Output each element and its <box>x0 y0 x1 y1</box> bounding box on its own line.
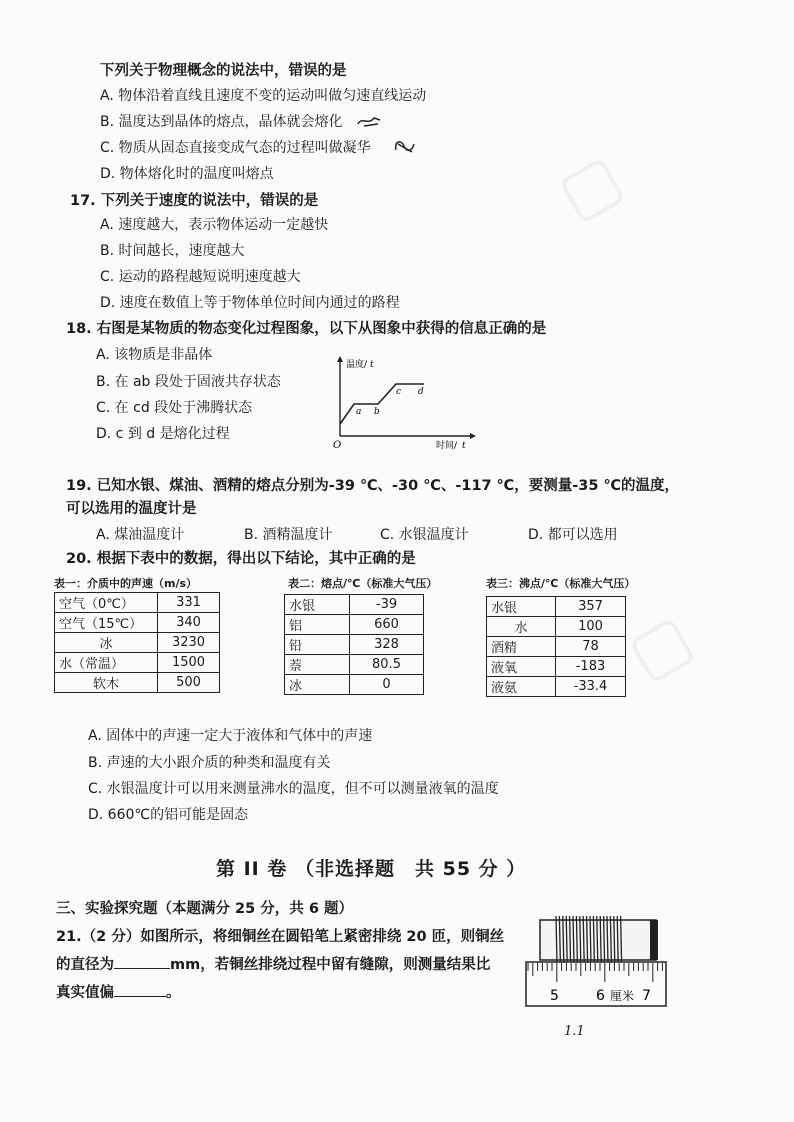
y-axis-label: 温度/ <box>346 360 368 370</box>
q18-option-c: C. 在 cd 段处于沸腾状态 <box>96 400 253 416</box>
table-row <box>285 595 424 615</box>
temperature-time-graph <box>320 354 480 450</box>
y-axis-variable: t <box>370 360 374 370</box>
y-axis-arrow <box>337 356 343 362</box>
table-cell: 500 <box>158 673 220 693</box>
table-row <box>55 673 220 693</box>
table-cell: 水（常温） <box>55 653 158 673</box>
table-row <box>487 677 626 697</box>
table-cell: 铝 <box>285 615 350 635</box>
table-cell: 液氨 <box>487 677 556 697</box>
table-row <box>285 615 424 635</box>
q21-line3-suffix: 。 <box>166 985 181 1001</box>
table-row <box>285 675 424 695</box>
ruler-label-6: 6 <box>596 988 605 1004</box>
point-a-label: a <box>356 407 362 417</box>
table-cell: 酒精 <box>487 637 556 657</box>
table-row <box>487 637 626 657</box>
q16-option-d: D. 物体熔化时的温度叫熔点 <box>100 166 274 182</box>
watermark-shape: ▢ <box>615 599 705 695</box>
table-row <box>487 657 626 677</box>
q21-line3-prefix: 真实值偏 <box>56 985 114 1001</box>
table-cell: 0 <box>350 675 424 695</box>
part2-title: 第 II 卷 （非选择题 共 55 分 ） <box>216 858 527 880</box>
table2-caption: 表二：熔点/℃（标准大气压） <box>288 577 438 590</box>
table-cell: 3230 <box>158 633 220 653</box>
ruler-label-5: 5 <box>550 988 559 1004</box>
q19-option-c: C. 水银温度计 <box>380 527 469 543</box>
table-cell: 水银 <box>487 597 556 617</box>
handwritten-scribble-b <box>356 112 382 130</box>
table-cell: 357 <box>556 597 626 617</box>
table-row <box>55 613 220 633</box>
table-cell: 1500 <box>158 653 220 673</box>
table-row <box>285 655 424 675</box>
table-row <box>55 593 220 613</box>
q16-option-b: B. 温度达到晶体的熔点，晶体就会熔化 <box>100 114 343 130</box>
q21-line2-prefix: 的直径为 <box>56 957 114 973</box>
table-cell: 水银 <box>285 595 350 615</box>
q19-option-a: A. 煤油温度计 <box>96 527 185 543</box>
table-cell: 铅 <box>285 635 350 655</box>
table2-melting-point <box>284 594 424 695</box>
q20-stem: 20. 根据下表中的数据，得出以下结论，其中正确的是 <box>66 551 416 567</box>
table-cell: 空气（15℃） <box>55 613 158 633</box>
table-row <box>55 653 220 673</box>
table-cell: 空气（0℃） <box>55 593 158 613</box>
q18-option-a: A. 该物质是非晶体 <box>96 347 213 363</box>
table-cell: 80.5 <box>350 655 424 675</box>
q18-stem: 18. 右图是某物质的物态变化过程图象，以下从图象中获得的信息正确的是 <box>66 321 547 337</box>
table-cell: 冰 <box>285 675 350 695</box>
footer-mark: 1.1 <box>564 1024 585 1039</box>
point-d-label: d <box>418 387 424 397</box>
point-c-label: c <box>396 387 402 397</box>
table-cell: 660 <box>350 615 424 635</box>
table3-caption: 表三：沸点/℃（标准大气压） <box>486 577 636 590</box>
x-axis-variable: t <box>462 441 466 450</box>
q18-option-d: D. c 到 d 是熔化过程 <box>96 426 230 442</box>
q21-line1: 21.（2 分）如图所示，将细铜丝在圆铅笔上紧密排绕 20 匝，则铜丝 <box>56 929 505 945</box>
q16-option-c: C. 物质从固态直接变成气态的过程叫做凝华 <box>100 140 371 156</box>
section3-heading: 三、实验探究题（本题满分 25 分，共 6 题） <box>56 901 353 917</box>
q21-answer-blank-error[interactable] <box>114 996 166 997</box>
q20-option-b: B. 声速的大小跟介质的种类和温度有关 <box>88 755 331 771</box>
table-cell: 萘 <box>285 655 350 675</box>
q16-option-a: A. 物体沿着直线且速度不变的运动叫做匀速直线运动 <box>100 88 427 104</box>
q16-stem: 下列关于物理概念的说法中，错误的是 <box>100 63 347 79</box>
q20-option-a: A. 固体中的声速一定大于液体和气体中的声速 <box>88 728 373 744</box>
handwritten-scribble-c <box>392 136 418 156</box>
q19-line1: 19. 已知水银、煤油、酒精的熔点分别为-39 ℃、-30 ℃、-117 ℃，要测量-35 ℃的温度， <box>66 478 680 494</box>
q17-option-c: C. 运动的路程越短说明速度越大 <box>100 269 301 285</box>
ruler-unit-label: 厘米 <box>610 989 635 1003</box>
table-cell: 328 <box>350 635 424 655</box>
point-b-label: b <box>374 407 380 417</box>
q17-option-b: B. 时间越长，速度越大 <box>100 243 245 259</box>
table-row <box>487 617 626 637</box>
graph-curve <box>340 384 424 424</box>
q17-option-d: D. 速度在数值上等于物体单位时间内通过的路程 <box>100 295 400 311</box>
table-cell: 液氧 <box>487 657 556 677</box>
table-cell: -33.4 <box>556 677 626 697</box>
table-cell: 冰 <box>55 633 158 653</box>
table-row <box>285 635 424 655</box>
ruler-label-7: 7 <box>642 988 651 1004</box>
pencil-end <box>650 920 658 960</box>
x-axis-label: 时间/ <box>436 441 458 450</box>
q20-option-d: D. 660℃的铝可能是固态 <box>88 807 249 823</box>
q21-line2 <box>56 956 490 974</box>
table-row <box>487 597 626 617</box>
q20-option-c: C. 水银温度计可以用来测量沸水的温度，但不可以测量液氧的温度 <box>88 781 499 797</box>
q19-option-b: B. 酒精温度计 <box>244 527 333 543</box>
table-cell: 340 <box>158 613 220 633</box>
ruler-coil-figure <box>522 906 672 1010</box>
q21-line2-suffix: mm，若铜丝排绕过程中留有缝隙，则测量结果比 <box>170 957 491 973</box>
q17-stem: 17. 下列关于速度的说法中，错误的是 <box>70 193 319 209</box>
q18-option-b: B. 在 ab 段处于固液共存状态 <box>96 374 281 390</box>
q21-line3 <box>56 984 181 1002</box>
table-cell: 331 <box>158 593 220 613</box>
table-cell: 100 <box>556 617 626 637</box>
table-cell: -183 <box>556 657 626 677</box>
table3-boiling-point <box>486 596 626 697</box>
watermark-shape: ▢ <box>545 139 635 235</box>
origin-label: O <box>333 440 342 450</box>
table1-sound-speed <box>54 592 220 693</box>
table-cell: 软木 <box>55 673 158 693</box>
q21-answer-blank-diameter[interactable] <box>114 968 170 969</box>
q19-line2: 可以选用的温度计是 <box>66 501 197 517</box>
table-cell: -39 <box>350 595 424 615</box>
x-axis-arrow <box>470 433 476 439</box>
table-row <box>55 633 220 653</box>
table-cell: 水 <box>487 617 556 637</box>
table1-caption: 表一：介质中的声速（m/s） <box>54 577 198 590</box>
q19-option-d: D. 都可以选用 <box>528 527 618 543</box>
q17-option-a: A. 速度越大，表示物体运动一定越快 <box>100 217 329 233</box>
table-cell: 78 <box>556 637 626 657</box>
